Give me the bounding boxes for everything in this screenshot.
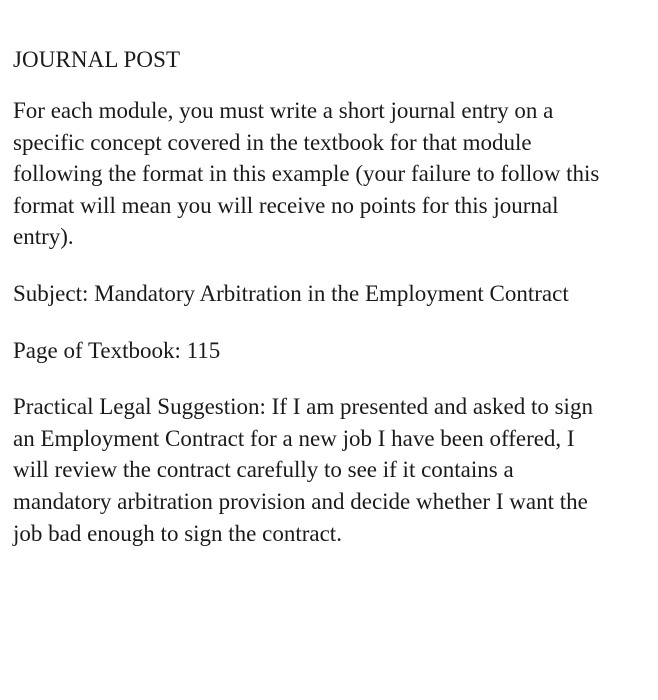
- instructions-paragraph: For each module, you must write a short journal entry on a specific concept covered in the textbook for that module following the format in this example (your failure to follow this format will mean you will receive no points for this journal entry).: [13, 98, 600, 250]
- document-body: [13, 44, 649, 574]
- legal-suggestion-paragraph: Practical Legal Suggestion: If I am presented and asked to sign an Employment Contract for a new job I have been offered, I will review the contract carefully to see if it contains a mandatory arbitration provision and decide whether I want the job bad enough to sign the contract.: [13, 394, 593, 546]
- page-title: JOURNAL POST: [13, 47, 181, 72]
- subject-line: Subject: Mandatory Arbitration in the Employment Contract: [13, 280, 569, 306]
- textbook-page-line: Page of Textbook: 115: [13, 337, 221, 363]
